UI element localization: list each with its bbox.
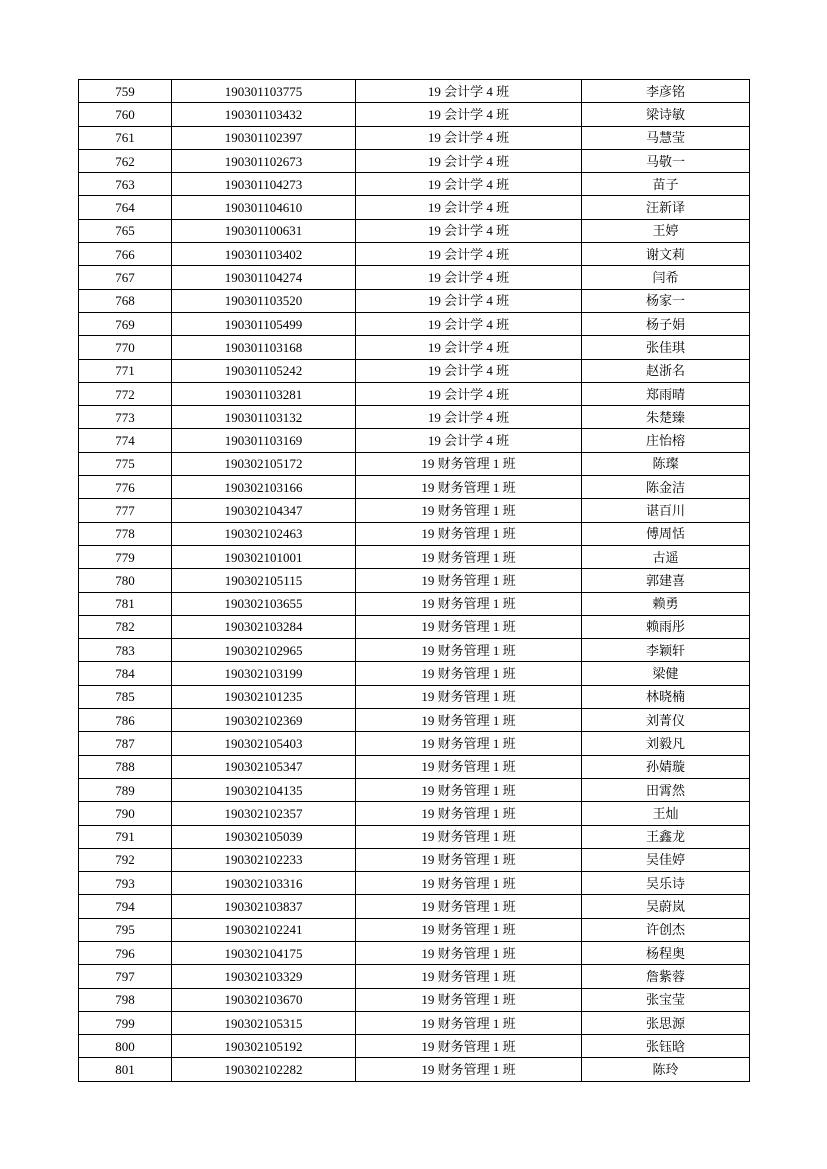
student-name-cell: 刘毅凡 <box>582 732 750 755</box>
student-id-cell: 190302105192 <box>172 1035 356 1058</box>
class-name-cell: 19 财务管理 1 班 <box>356 755 582 778</box>
table-row <box>79 918 750 941</box>
row-number-cell: 797 <box>79 965 172 988</box>
student-id-cell: 190301104273 <box>172 173 356 196</box>
table-row <box>79 778 750 801</box>
student-id-cell: 190301104610 <box>172 196 356 219</box>
class-name-cell: 19 财务管理 1 班 <box>356 662 582 685</box>
table-row <box>79 1011 750 1034</box>
table-row <box>79 173 750 196</box>
class-name-cell: 19 会计学 4 班 <box>356 196 582 219</box>
student-id-cell: 190302101001 <box>172 545 356 568</box>
table-row <box>79 1035 750 1058</box>
class-name-cell: 19 会计学 4 班 <box>356 382 582 405</box>
student-name-cell: 刘菁仪 <box>582 709 750 732</box>
student-name-cell: 王鑫龙 <box>582 825 750 848</box>
student-name-cell: 闫希 <box>582 266 750 289</box>
table-row <box>79 569 750 592</box>
class-name-cell: 19 财务管理 1 班 <box>356 918 582 941</box>
table-row <box>79 639 750 662</box>
student-name-cell: 张宝莹 <box>582 988 750 1011</box>
student-name-cell: 陈金洁 <box>582 476 750 499</box>
row-number-cell: 780 <box>79 569 172 592</box>
student-name-cell: 谌百川 <box>582 499 750 522</box>
student-name-cell: 李彦铭 <box>582 80 750 103</box>
class-name-cell: 19 财务管理 1 班 <box>356 569 582 592</box>
row-number-cell: 771 <box>79 359 172 382</box>
class-name-cell: 19 财务管理 1 班 <box>356 592 582 615</box>
table-row <box>79 895 750 918</box>
student-name-cell: 詹紫蓉 <box>582 965 750 988</box>
class-name-cell: 19 财务管理 1 班 <box>356 988 582 1011</box>
table-row <box>79 522 750 545</box>
table-row <box>79 545 750 568</box>
class-name-cell: 19 会计学 4 班 <box>356 312 582 335</box>
student-name-cell: 马敬一 <box>582 149 750 172</box>
student-name-cell: 陈玲 <box>582 1058 750 1081</box>
student-name-cell: 赖勇 <box>582 592 750 615</box>
student-name-cell: 王婷 <box>582 219 750 242</box>
row-number-cell: 792 <box>79 848 172 871</box>
row-number-cell: 772 <box>79 382 172 405</box>
class-name-cell: 19 财务管理 1 班 <box>356 709 582 732</box>
student-name-cell: 谢文莉 <box>582 243 750 266</box>
table-row <box>79 988 750 1011</box>
row-number-cell: 789 <box>79 778 172 801</box>
row-number-cell: 767 <box>79 266 172 289</box>
class-name-cell: 19 财务管理 1 班 <box>356 778 582 801</box>
row-number-cell: 769 <box>79 312 172 335</box>
student-id-cell: 190301103520 <box>172 289 356 312</box>
class-name-cell: 19 会计学 4 班 <box>356 149 582 172</box>
student-name-cell: 杨家一 <box>582 289 750 312</box>
table-row <box>79 429 750 452</box>
row-number-cell: 800 <box>79 1035 172 1058</box>
student-name-cell: 陈璨 <box>582 452 750 475</box>
class-name-cell: 19 会计学 4 班 <box>356 406 582 429</box>
row-number-cell: 760 <box>79 103 172 126</box>
row-number-cell: 778 <box>79 522 172 545</box>
student-id-cell: 190302102369 <box>172 709 356 732</box>
student-name-cell: 张佳琪 <box>582 336 750 359</box>
row-number-cell: 773 <box>79 406 172 429</box>
class-name-cell: 19 财务管理 1 班 <box>356 732 582 755</box>
table-row <box>79 941 750 964</box>
student-name-cell: 梁诗敏 <box>582 103 750 126</box>
row-number-cell: 781 <box>79 592 172 615</box>
row-number-cell: 764 <box>79 196 172 219</box>
row-number-cell: 763 <box>79 173 172 196</box>
table-row <box>79 662 750 685</box>
student-id-cell: 190302102357 <box>172 802 356 825</box>
row-number-cell: 766 <box>79 243 172 266</box>
table-row <box>79 80 750 103</box>
student-id-cell: 190302103316 <box>172 872 356 895</box>
student-id-cell: 190302103284 <box>172 615 356 638</box>
table-row <box>79 312 750 335</box>
row-number-cell: 774 <box>79 429 172 452</box>
student-id-cell: 190302105115 <box>172 569 356 592</box>
student-id-cell: 190301102673 <box>172 149 356 172</box>
table-row <box>79 825 750 848</box>
class-name-cell: 19 财务管理 1 班 <box>356 499 582 522</box>
row-number-cell: 776 <box>79 476 172 499</box>
student-id-cell: 190301103132 <box>172 406 356 429</box>
table-row <box>79 149 750 172</box>
row-number-cell: 785 <box>79 685 172 708</box>
student-name-cell: 赵浙名 <box>582 359 750 382</box>
student-id-cell: 190301103168 <box>172 336 356 359</box>
student-name-cell: 梁健 <box>582 662 750 685</box>
student-name-cell: 郭建喜 <box>582 569 750 592</box>
table-row <box>79 476 750 499</box>
student-id-cell: 190302105403 <box>172 732 356 755</box>
class-name-cell: 19 财务管理 1 班 <box>356 825 582 848</box>
student-name-cell: 吴蔚岚 <box>582 895 750 918</box>
table-row <box>79 755 750 778</box>
student-name-cell: 古遥 <box>582 545 750 568</box>
student-id-cell: 190302105347 <box>172 755 356 778</box>
student-id-cell: 190302101235 <box>172 685 356 708</box>
row-number-cell: 794 <box>79 895 172 918</box>
table-row <box>79 848 750 871</box>
row-number-cell: 799 <box>79 1011 172 1034</box>
class-name-cell: 19 会计学 4 班 <box>356 243 582 266</box>
student-id-cell: 190302103670 <box>172 988 356 1011</box>
row-number-cell: 788 <box>79 755 172 778</box>
class-name-cell: 19 会计学 4 班 <box>356 173 582 196</box>
table-row <box>79 1058 750 1081</box>
student-id-cell: 190302105315 <box>172 1011 356 1034</box>
class-name-cell: 19 财务管理 1 班 <box>356 522 582 545</box>
table-row <box>79 406 750 429</box>
row-number-cell: 784 <box>79 662 172 685</box>
class-name-cell: 19 财务管理 1 班 <box>356 802 582 825</box>
student-id-cell: 190301104274 <box>172 266 356 289</box>
class-name-cell: 19 会计学 4 班 <box>356 359 582 382</box>
student-name-cell: 王灿 <box>582 802 750 825</box>
student-id-cell: 190302103199 <box>172 662 356 685</box>
row-number-cell: 761 <box>79 126 172 149</box>
student-id-cell: 190302102233 <box>172 848 356 871</box>
student-name-cell: 庄怡榕 <box>582 429 750 452</box>
student-name-cell: 田霄然 <box>582 778 750 801</box>
student-name-cell: 赖雨彤 <box>582 615 750 638</box>
table-row <box>79 802 750 825</box>
student-name-cell: 杨程奥 <box>582 941 750 964</box>
class-name-cell: 19 财务管理 1 班 <box>356 685 582 708</box>
class-name-cell: 19 财务管理 1 班 <box>356 476 582 499</box>
class-name-cell: 19 财务管理 1 班 <box>356 545 582 568</box>
table-row <box>79 266 750 289</box>
class-name-cell: 19 会计学 4 班 <box>356 266 582 289</box>
class-name-cell: 19 会计学 4 班 <box>356 103 582 126</box>
row-number-cell: 795 <box>79 918 172 941</box>
table-row <box>79 103 750 126</box>
row-number-cell: 777 <box>79 499 172 522</box>
student-id-cell: 190302103166 <box>172 476 356 499</box>
student-id-cell: 190301103281 <box>172 382 356 405</box>
student-name-cell: 朱楚臻 <box>582 406 750 429</box>
table-row <box>79 382 750 405</box>
student-name-cell: 林晓楠 <box>582 685 750 708</box>
table-row <box>79 592 750 615</box>
class-name-cell: 19 财务管理 1 班 <box>356 1035 582 1058</box>
row-number-cell: 796 <box>79 941 172 964</box>
row-number-cell: 790 <box>79 802 172 825</box>
student-id-cell: 190302102965 <box>172 639 356 662</box>
row-number-cell: 762 <box>79 149 172 172</box>
student-id-cell: 190301103169 <box>172 429 356 452</box>
student-name-cell: 吴乐诗 <box>582 872 750 895</box>
table-row <box>79 452 750 475</box>
student-name-cell: 郑雨晴 <box>582 382 750 405</box>
row-number-cell: 798 <box>79 988 172 1011</box>
row-number-cell: 791 <box>79 825 172 848</box>
table-row <box>79 336 750 359</box>
row-number-cell: 768 <box>79 289 172 312</box>
student-id-cell: 190302103655 <box>172 592 356 615</box>
student-id-cell: 190302102463 <box>172 522 356 545</box>
class-name-cell: 19 会计学 4 班 <box>356 429 582 452</box>
student-id-cell: 190301103432 <box>172 103 356 126</box>
table-row <box>79 196 750 219</box>
student-name-cell: 许创杰 <box>582 918 750 941</box>
student-id-cell: 190301105242 <box>172 359 356 382</box>
class-name-cell: 19 财务管理 1 班 <box>356 452 582 475</box>
row-number-cell: 793 <box>79 872 172 895</box>
table-row <box>79 499 750 522</box>
student-name-cell: 张钰晗 <box>582 1035 750 1058</box>
row-number-cell: 779 <box>79 545 172 568</box>
table-row <box>79 732 750 755</box>
row-number-cell: 775 <box>79 452 172 475</box>
class-name-cell: 19 财务管理 1 班 <box>356 1011 582 1034</box>
student-id-cell: 190302103837 <box>172 895 356 918</box>
student-name-cell: 杨子娟 <box>582 312 750 335</box>
student-name-cell: 吴佳婷 <box>582 848 750 871</box>
student-name-cell: 张思源 <box>582 1011 750 1034</box>
student-id-cell: 190302104175 <box>172 941 356 964</box>
student-id-cell: 190302105039 <box>172 825 356 848</box>
class-name-cell: 19 财务管理 1 班 <box>356 615 582 638</box>
table-row <box>79 219 750 242</box>
table-row <box>79 126 750 149</box>
class-name-cell: 19 财务管理 1 班 <box>356 872 582 895</box>
student-name-cell: 苗子 <box>582 173 750 196</box>
roster-body <box>79 80 750 1082</box>
row-number-cell: 765 <box>79 219 172 242</box>
table-row <box>79 289 750 312</box>
row-number-cell: 801 <box>79 1058 172 1081</box>
class-name-cell: 19 财务管理 1 班 <box>356 1058 582 1081</box>
student-id-cell: 190301102397 <box>172 126 356 149</box>
row-number-cell: 786 <box>79 709 172 732</box>
table-row <box>79 615 750 638</box>
student-name-cell: 孙婧璇 <box>582 755 750 778</box>
row-number-cell: 759 <box>79 80 172 103</box>
class-name-cell: 19 财务管理 1 班 <box>356 639 582 662</box>
table-row <box>79 243 750 266</box>
student-id-cell: 190302102241 <box>172 918 356 941</box>
class-name-cell: 19 会计学 4 班 <box>356 336 582 359</box>
student-name-cell: 马慧莹 <box>582 126 750 149</box>
student-id-cell: 190302105172 <box>172 452 356 475</box>
row-number-cell: 782 <box>79 615 172 638</box>
class-name-cell: 19 财务管理 1 班 <box>356 848 582 871</box>
student-id-cell: 190302104135 <box>172 778 356 801</box>
class-name-cell: 19 会计学 4 班 <box>356 126 582 149</box>
student-id-cell: 190301105499 <box>172 312 356 335</box>
student-name-cell: 李颖轩 <box>582 639 750 662</box>
table-row <box>79 965 750 988</box>
student-id-cell: 190302103329 <box>172 965 356 988</box>
row-number-cell: 783 <box>79 639 172 662</box>
row-number-cell: 770 <box>79 336 172 359</box>
class-name-cell: 19 会计学 4 班 <box>356 289 582 312</box>
student-id-cell: 190301103775 <box>172 80 356 103</box>
class-name-cell: 19 财务管理 1 班 <box>356 965 582 988</box>
student-name-cell: 傅周恬 <box>582 522 750 545</box>
class-name-cell: 19 会计学 4 班 <box>356 80 582 103</box>
student-id-cell: 190301103402 <box>172 243 356 266</box>
table-row <box>79 685 750 708</box>
student-id-cell: 190301100631 <box>172 219 356 242</box>
row-number-cell: 787 <box>79 732 172 755</box>
student-name-cell: 汪新译 <box>582 196 750 219</box>
class-name-cell: 19 会计学 4 班 <box>356 219 582 242</box>
table-row <box>79 709 750 732</box>
table-row <box>79 872 750 895</box>
student-roster-table <box>78 79 750 1082</box>
table-row <box>79 359 750 382</box>
student-id-cell: 190302102282 <box>172 1058 356 1081</box>
class-name-cell: 19 财务管理 1 班 <box>356 941 582 964</box>
student-id-cell: 190302104347 <box>172 499 356 522</box>
class-name-cell: 19 财务管理 1 班 <box>356 895 582 918</box>
